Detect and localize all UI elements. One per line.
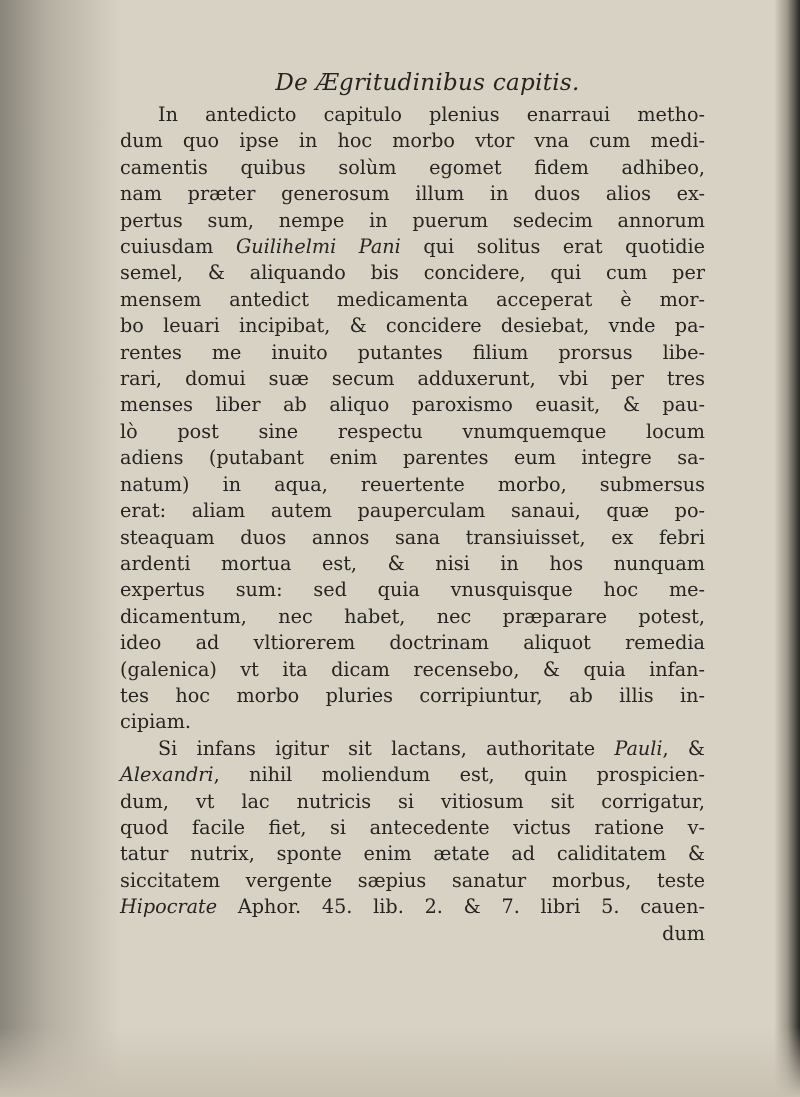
body-text [120, 102, 705, 921]
catchword: dum [662, 921, 705, 945]
text-line: dum, vt lac nutricis si vitiosum sit corrigatur, [120, 789, 705, 813]
text-line: mensem antedict medicamenta acceperat è mor- [120, 287, 705, 311]
page-text-block [120, 70, 705, 947]
text-line: dicamentum, nec habet, nec præparare potest, [120, 604, 705, 628]
catchword-line [120, 921, 705, 947]
text-line: In antedicto capitulo plenius enarraui metho- [158, 103, 705, 126]
text-line: rari, domui suæ secum adduxerunt, vbi per tres [120, 367, 705, 391]
text-line: cuiusdam Guilihelmi Pani qui solitus erat quotidie [120, 235, 705, 259]
text-line: cipiam. [120, 710, 192, 734]
text-line: siccitatem vergente sæpius sanatur morbus, teste [120, 868, 705, 892]
text-line: tes hoc morbo pluries corripiuntur, ab illis in- [120, 683, 705, 707]
text-line: quod facile fiet, si antecedente victus ratione v- [120, 815, 705, 839]
paragraph [120, 736, 705, 921]
text-line: bo leuari incipibat, & concidere desiebat, vnde pa- [120, 314, 705, 338]
page-edge [774, 0, 800, 1097]
text-line: Alexandri, nihil moliendum est, quin prospicien- [120, 763, 705, 787]
bottom-shadow [0, 1027, 800, 1097]
text-line: (galenica) vt ita dicam recensebo, & quia infan- [120, 657, 705, 681]
paragraph [120, 102, 705, 736]
text-line: expertus sum: sed quia vnusquisque hoc me- [120, 578, 705, 602]
text-line: ardenti mortua est, & nisi in hos nunquam [120, 551, 705, 575]
text-line: lò post sine respectu vnumquemque locum [120, 419, 705, 443]
gutter-shadow [0, 0, 120, 1097]
text-line: rentes me inuito putantes filium prorsus libe- [120, 340, 705, 364]
text-line: ideo ad vltiorerem doctrinam aliquot remedia [120, 631, 705, 655]
text-line: semel, & aliquando bis concidere, qui cum per [120, 261, 705, 285]
text-line: natum) in aqua, reuertente morbo, submersus [120, 472, 705, 496]
italic-name: Hipocrate [120, 895, 218, 919]
text-line: tatur nutrix, sponte enim ætate ad caliditatem & [120, 842, 705, 866]
text-line: camentis quibus solùm egomet fidem adhibeo, [120, 155, 705, 179]
text-line: dum quo ipse in hoc morbo vtor vna cum medi- [120, 129, 705, 153]
text-line: menses liber ab aliquo paroxismo euasit, & pau- [120, 393, 705, 417]
text-line: Si infans igitur sit lactans, authoritate Pauli, & [158, 736, 706, 760]
italic-name: Guilihelmi Pani [235, 235, 401, 259]
text-line: Hipocrate Aphor. 45. lib. 2. & 7. libri 5. cauen- [120, 895, 705, 919]
text-line: erat: aliam autem pauperculam sanaui, quæ po- [120, 499, 705, 523]
italic-name: Alexandri [120, 763, 214, 787]
italic-name: Pauli [614, 736, 663, 760]
text-line: nam præter generosum illum in duos alios ex- [120, 182, 705, 206]
text-line: steaquam duos annos sana transiuisset, ex febri [120, 525, 705, 549]
text-line: adiens (putabant enim parentes eum integre sa- [120, 446, 705, 470]
running-head: De Ægritudinibus capitis. [275, 70, 580, 96]
text-line: pertus sum, nempe in puerum sedecim annorum [120, 208, 705, 232]
